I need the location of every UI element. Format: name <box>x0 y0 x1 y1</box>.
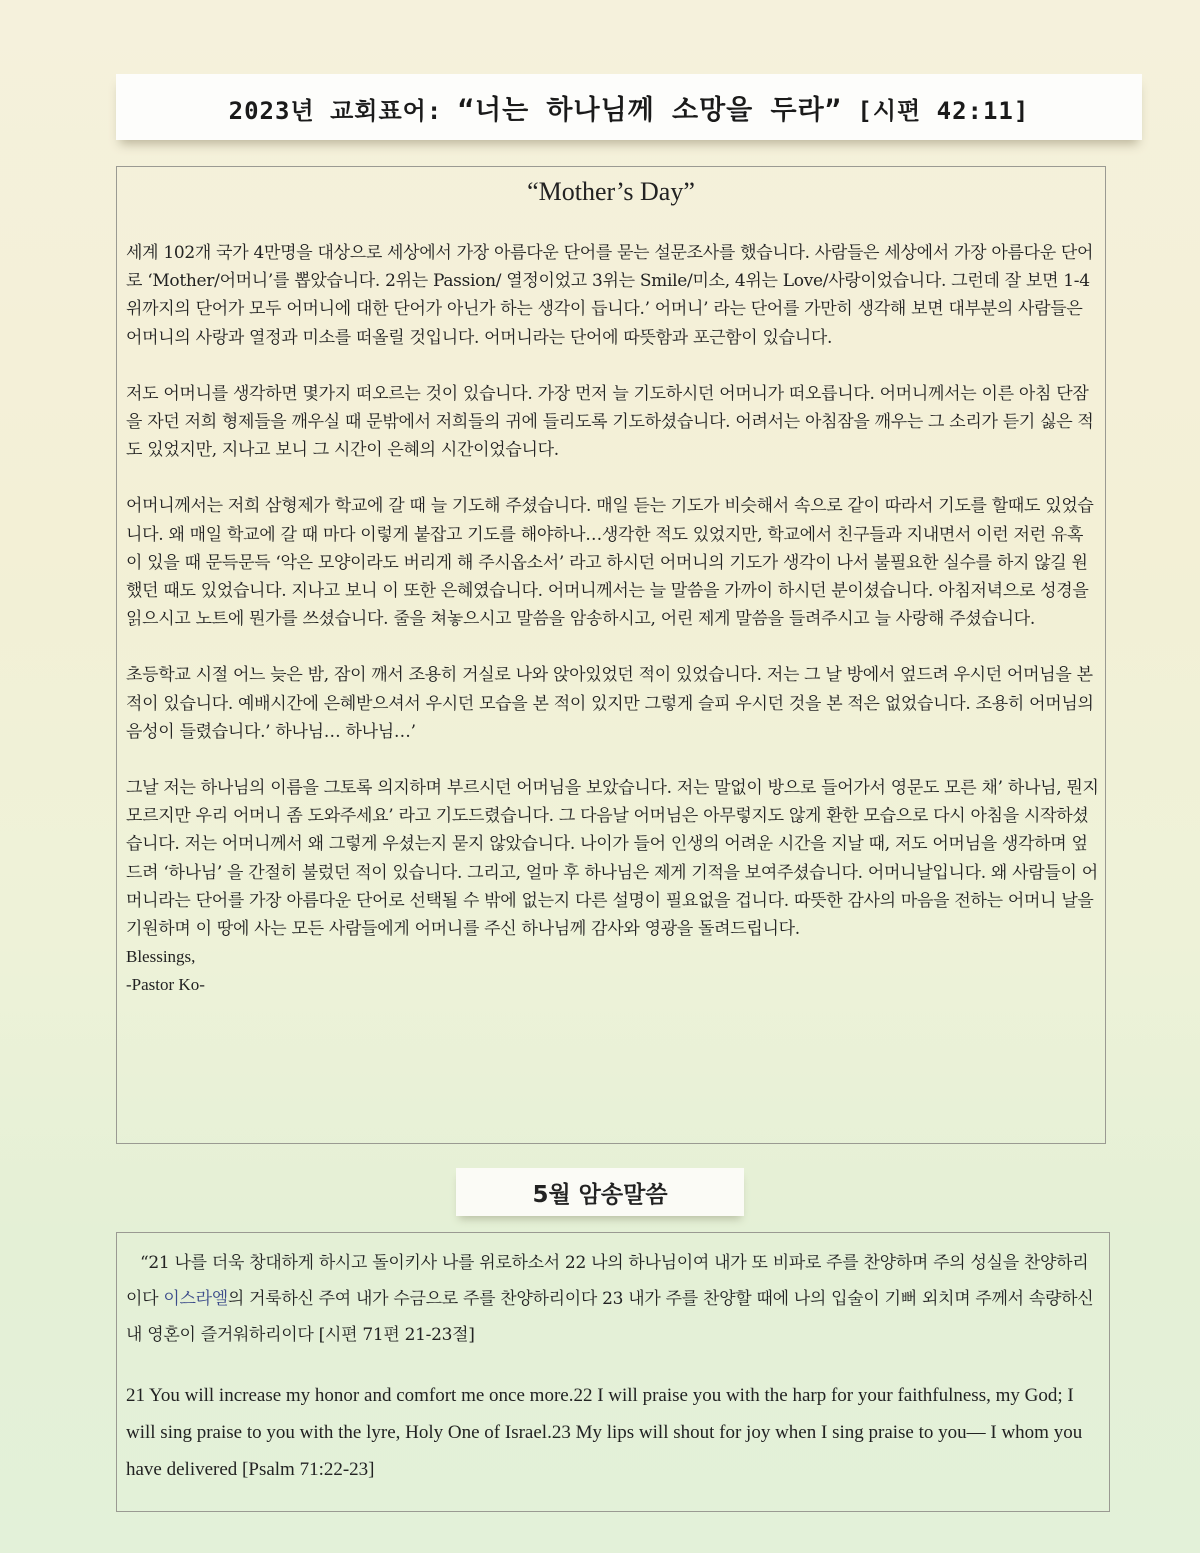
motto-prefix: 2023년 교회표어: <box>228 96 458 125</box>
letter-closing: Blessings, <box>126 947 196 967</box>
letter-paragraph: 어머니께서는 저희 삼형제가 학교에 갈 때 늘 기도해 주셨습니다. 매일 듣는 기도가 비슷해서 속으로 같이 따라서 기도를 할때도 있었습니다. 왜 매일 학교에 갈 때 마다 이렇게 붙잡고 기도를 해야하나…생각한 적도 있었지만, 학교에서 친구들과 지내면서 이런 저런 유혹이 있을 때 문득문득 ‘악은 모양이라도 버리게 해 주시옵소서’ 라고 하시던 어머니의 기도가 생각이 나서 불필요한 실수를 하지 않길 원했던 때도 있었습니다. 지나고 보니 이 또한 은혜였습니다. 어머니께서는 늘 말씀을 가까이 하시던 분이셨습니다. 아침저녁으로 성경을 읽으시고 노트에 뭔가를 쓰셨습니다. 줄을 쳐놓으시고 말씀을 암송하시고, 어린 제게 말씀을 들려주시고 늘 사랑해 주셨습니다. <box>126 496 1094 630</box>
motto-quote: “너는 하나님께 소망을 두라” <box>457 94 842 126</box>
motto-reference: [시편 42:11] <box>841 96 1030 125</box>
memory-verse-english: 21 You will increase my honor and comfort me once more.22 I will praise you with the harp for your faithfulness, my God; I will sing praise to you with the lyre, Holy One of Israel.23 My lips will shout for joy when I sing praise to you— I whom you have delivered [Psalm 71:22-23] <box>126 1385 1083 1480</box>
verse-korean-part: 의 거룩하신 주여 내가 수금으로 주를 찬양하리이다 23 내가 주를 찬양할 때에 나의 입술이 기뻐 외치며 주께서 속량하신 내 영혼이 즐거워하리이다 [시편 71편 21-23절] <box>126 1289 1094 1345</box>
church-motto-banner <box>116 74 1142 140</box>
pastor-letter <box>116 166 1106 1144</box>
memory-verse-korean <box>126 1245 1101 1353</box>
memory-verse-heading-box <box>456 1168 744 1216</box>
memory-verse-heading: 5월 암송말씀 <box>532 1181 668 1208</box>
memory-verse-box <box>116 1232 1110 1512</box>
verse-korean-part: “21 나를 더욱 창대하게 하시고 돌이키사 나를 위로하소서 22 나의 하나님이여 내가 또 비파로 주를 찬양하며 주의 성실을 찬양하리이다 <box>126 1253 1089 1309</box>
letter-paragraph: 초등학교 시절 어느 늦은 밤, 잠이 깨서 조용히 거실로 나와 앉아있었던 적이 있었습니다. 저는 그 날 방에서 엎드려 우시던 어머님을 본 적이 있습니다. 예배시간에 은혜받으셔서 우시던 모습을 본 적이 있지만 그렇게 슬피 우시던 것을 본 적은 없었습니다. 조용히 어머님의 음성이 들렸습니다.’ 하나님… 하나님…’ <box>126 665 1094 742</box>
letter-paragraph: 그날 저는 하나님의 이름을 그토록 의지하며 부르시던 어머님을 보았습니다. 저는 말없이 방으로 들어가서 영문도 모른 채’ 하나님, 뭔지 모르지만 우리 어머니 좀 도와주세요’ 라고 기도드렸습니다. 그 다음날 어머님은 아무렇지도 않게 환한 모습으로 다시 아침을 시작하셨습니다. 저는 어머니께서 왜 그렇게 우셨는지 묻지 않았습니다. 나이가 들어 인생의 어려운 시간을 지날 때, 저도 어머님을 생각하며 엎드려 ‘하나님’ 을 간절히 불렀던 적이 있습니다. 그리고, 얼마 후 하나님은 제게 기적을 보여주셨습니다. 어머니날입니다. 왜 사람들이 어머니라는 단어를 가장 아름다운 단어로 선택될 수 밖에 없는지 다른 설명이 필요없을 겁니다. 따뜻한 감사의 마음을 전하는 어머니 날을 기원하며 이 땅에 사는 모든 사람들에게 어머니를 주신 하나님께 감사와 영광을 돌려드립니다. <box>126 778 1099 940</box>
verse-israel-word: 이스라엘 <box>163 1289 228 1309</box>
letter-paragraph: 세계 102개 국가 4만명을 대상으로 세상에서 가장 아름다운 단어를 묻는 설문조사를 했습니다. 사람들은 세상에서 가장 아름다운 단어로 ‘Mother/어머니’를 뽑았습니다. 2위는 Passion/ 열정이었고 3위는 Smile/미소, 4위는 Love/사랑이었습니다. 그런데 잘 보면 1-4 위까지의 단어가 모두 어머니에 대한 단어가 아닌가 하는 생각이 듭니다.’ 어머니’ 라는 단어를 가만히 생각해 보면 대부분의 사람들은 어머니의 사랑과 열정과 미소를 떠올릴 것입니다. 어머니라는 단어에 따뜻함과 포근함이 있습니다. <box>126 243 1094 348</box>
church-motto <box>229 88 1030 127</box>
letter-title: “Mother’s Day” <box>527 177 695 206</box>
letter-paragraph: 저도 어머니를 생각하면 몇가지 떠오르는 것이 있습니다. 가장 먼저 늘 기도하시던 어머니가 떠오릅니다. 어머니께서는 이른 아침 단잠을 자던 저희 형제들을 깨우실 때 문밖에서 저희들의 귀에 들리도록 기도하셨습니다. 어려서는 아침잠을 깨우는 그 소리가 듣기 싫은 적도 있었지만, 지나고 보니 그 시간이 은혜의 시간이었습니다. <box>126 383 1094 461</box>
letter-signature: -Pastor Ko- <box>126 975 205 995</box>
letter-body <box>126 239 1099 999</box>
